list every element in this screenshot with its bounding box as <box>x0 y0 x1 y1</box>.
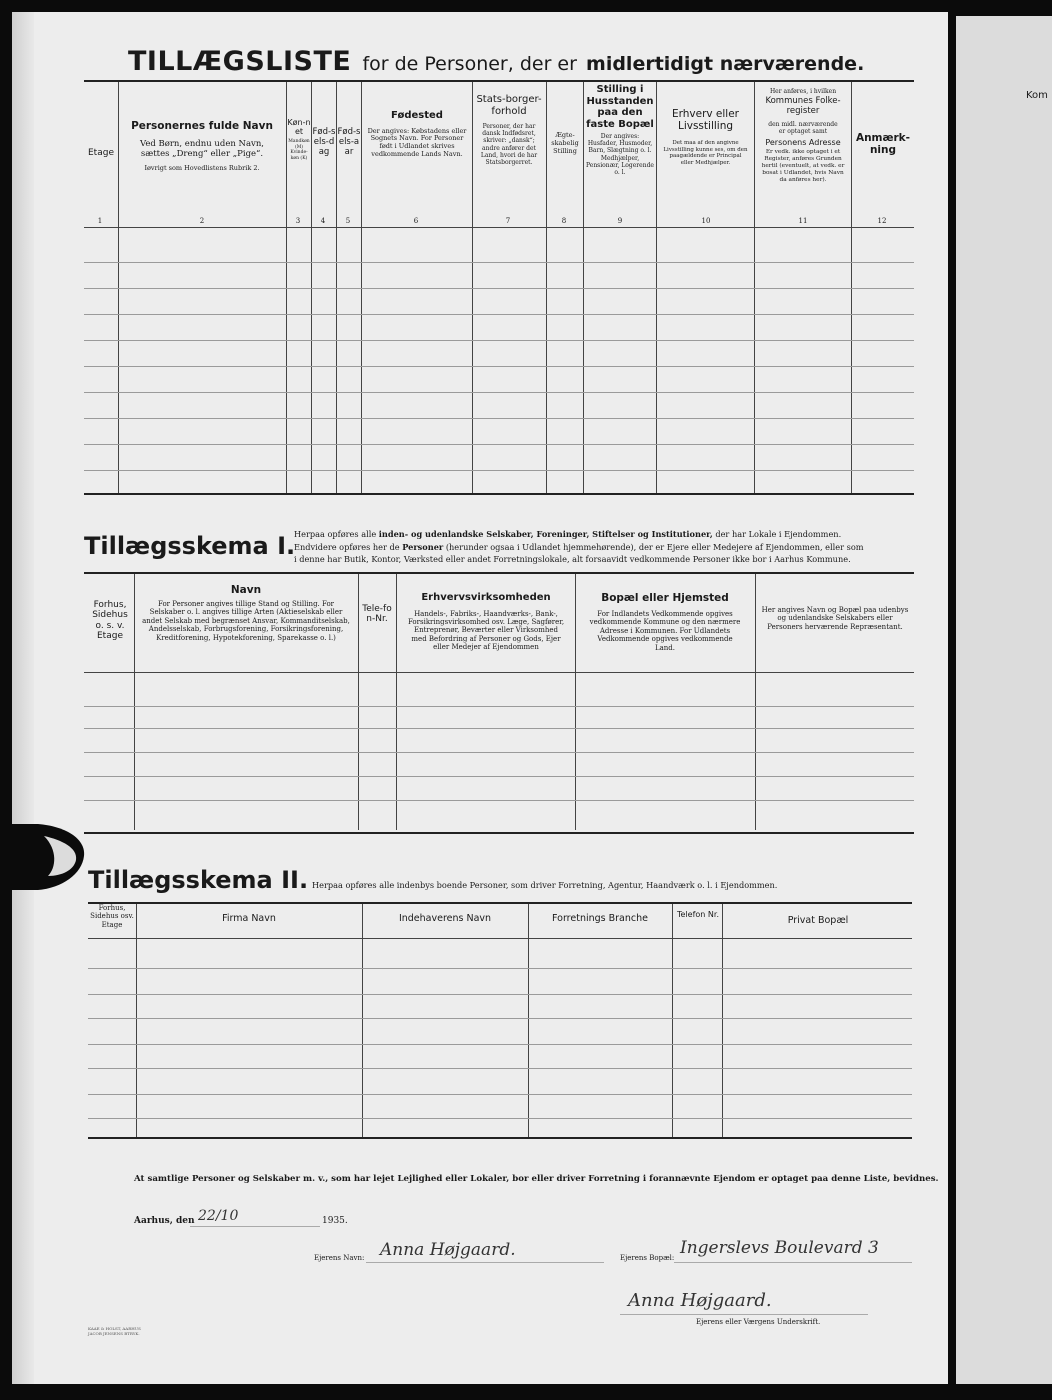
schema1-col6-note: Her angives Navn og Bopæl paa udenbys og udenlandske Selskabers eller Personers herværende Repræsentant. <box>761 606 909 631</box>
col-divider <box>396 574 397 830</box>
list-title-bold: midlertidigt nærværende. <box>586 53 865 75</box>
table-row <box>88 1068 912 1069</box>
col-divider <box>134 574 135 830</box>
list-col-7-note: Personer, der har dansk Indfødsret, skriver: „dansk“; andre anfører det Land, hvori de har Statsborgerret. <box>480 123 538 166</box>
schema1-col5-note: For Indlandets Vedkommende opgives vedkommende Kommune og den nærmere Adresse i Kommunen. For Udlandets Vedkommende opgives vedkommende Land. <box>589 610 741 652</box>
list-col-10-title: Erhverv eller Livsstilling <box>671 108 740 133</box>
table-row <box>84 262 914 263</box>
list-col-num: 11 <box>798 217 808 225</box>
schema1-col2-note: For Personer angives tillige Stand og Stilling. For Selskaber o. l. angives tillige Arten (Aktieselskab eller andet Selskab med begrænset Ansvar, Kommanditselskab, Andelsselskab, Forbrugsforening, Forsikringsforening, Kreditforening, Hypotekforening, Sparekasse o. l.) <box>142 600 350 642</box>
table-row <box>84 366 914 367</box>
list-col-num: 10 <box>701 217 711 225</box>
col-divider <box>722 904 723 1137</box>
table-row <box>84 776 914 777</box>
schema2-title: Tillægsskema II. <box>88 866 309 894</box>
year: 1935. <box>322 1216 348 1226</box>
list-col-6-header <box>363 110 471 159</box>
owner-name-handwritten: Anna Højgaard. <box>380 1240 516 1260</box>
list-col-7-header <box>473 94 545 166</box>
date-underline <box>190 1226 320 1227</box>
schema1-col4-title: Erhvervsvirksomheden <box>421 592 551 603</box>
schema2-col3: Indehaverens Navn <box>398 913 492 924</box>
table-row <box>84 418 914 419</box>
footer-statement: At samtlige Personer og Selskaber m. v., som har lejet Lejlighed eller Lokaler, bor eller driver Forretning i forannævnte Ejendom er optaget paa denne Liste, bevidnes. <box>134 1174 939 1184</box>
schema1-desc-line3: i denne har Butik, Kontor, Værksted eller andet Forretningslokale, alt forsaavidt vedkommende Personer ikke bor i Aarhus Kommune. <box>294 554 851 565</box>
col-divider <box>575 574 576 830</box>
schema1-desc-line2: Endvidere opføres her de Personer (herunder ogsaa i Udlandet hjemmehørende), der er Ejere eller Medejere af Ejendommen, eller som <box>294 541 864 552</box>
list-top-rule <box>84 80 914 82</box>
list-col-num: 7 <box>505 217 511 225</box>
list-col-3-title: Køn-net <box>287 118 311 137</box>
list-col-4-title: Fød-sels-dag <box>312 127 336 157</box>
schema2-description: Herpaa opføres alle indenbys boende Personer, som driver Forretning, Agentur, Haandværk o. l. i Ejendommen. <box>312 880 778 890</box>
table-row <box>84 800 914 801</box>
list-col-num: 1 <box>97 217 103 225</box>
owner-name-label: Ejerens Navn: <box>314 1254 365 1262</box>
owner-address-underline <box>674 1262 912 1263</box>
col-divider <box>528 904 529 1137</box>
schema2-col6: Privat Bopæl <box>787 915 849 926</box>
owner-name-underline <box>366 1262 604 1263</box>
col-divider <box>358 574 359 830</box>
list-col-11-note: Er vedk. ikke optaget i et Register, anføres Grunden hertil (eventuelt, at vedk. er bosat i Udlandet, hvis Navn da anføres her). <box>761 149 845 184</box>
list-col-2-note: Ved Børn, endnu uden Navn, sættes „Dreng“ eller „Pige“. <box>139 139 265 159</box>
table-row <box>84 392 914 393</box>
schema2-col4: Forretnings Branche <box>552 913 648 924</box>
list-col-10-note: Det maa af den angivne Livsstilling kunne ses, om den paagældende er Principal eller Medhjælper. <box>663 140 748 166</box>
table-row <box>84 340 914 341</box>
list-col-num: 6 <box>413 217 419 225</box>
list-col-6-note: Der angives: Købstadens eller Sognets Navn. For Personer født i Udlandet skrives vedkommende Lands Navn. <box>367 126 467 158</box>
adjacent-page-text: Kom <box>1026 90 1048 101</box>
table-row <box>88 1044 912 1045</box>
schema1-desc-line1: Herpaa opføres alle inden- og udenlandske Selskaber, Foreninger, Stiftelser og Institutioner, der har Lokale i Ejendommen. <box>294 529 842 539</box>
printer-imprint: KAAE & HOLST, AARHUS JACOB JENSENS BTRYK. <box>88 1326 141 1337</box>
list-col-11-title: Kommunes Folke-register <box>765 96 841 116</box>
schema1-header-bottom <box>84 672 914 673</box>
table-row <box>88 994 912 995</box>
list-col-2-header <box>120 120 284 172</box>
schema1-top-rule <box>84 572 914 574</box>
schema2-header-bottom <box>88 938 912 939</box>
table-row <box>84 288 914 289</box>
list-title-main: TILLÆGSLISTE <box>128 46 352 77</box>
schema2-col1: Forhus, Sidehus osv. Etage <box>90 904 134 929</box>
list-col-8-note: Ægte-skabelig Stilling <box>551 131 579 155</box>
signature-underline <box>620 1314 868 1315</box>
table-row <box>84 314 914 315</box>
list-col-9-title: Stilling i Husstanden paa den faste Bopæl <box>586 84 654 130</box>
list-col-num: 12 <box>877 217 887 225</box>
adjacent-page <box>956 16 1052 1384</box>
list-col-num: 9 <box>617 217 623 225</box>
owner-address-handwritten: Ingerslevs Boulevard 3 <box>680 1238 879 1258</box>
schema1-col5-title: Bopæl eller Hjemsted <box>601 592 729 604</box>
city-label: Aarhus, den <box>134 1216 195 1226</box>
list-col-num: 2 <box>199 217 205 225</box>
table-row <box>88 968 912 969</box>
list-col-11-title2: Personens Adresse <box>765 138 841 148</box>
list-bottom-rule <box>84 493 914 495</box>
list-col-2-title: Personernes fulde Navn <box>131 120 273 132</box>
schema1-col4-note: Handels-, Fabriks-, Haandværks-, Bank-, Forsikringsvirksomhed osv. Læge, Sagfører, Entreprenør, Beværter eller Virksomhed med Befordring af Personer og Gods, Ejer eller Medejer af Ejendommen <box>407 609 565 652</box>
schema2-top-rule <box>88 902 912 904</box>
list-title-rest: for de Personer, der er <box>362 53 577 75</box>
schema2-col2: Firma Navn <box>222 913 276 924</box>
table-row <box>84 752 914 753</box>
thumb-silhouette <box>0 824 90 890</box>
col-divider <box>362 904 363 1137</box>
list-col-11-pre: Her anføres, i hvilken <box>769 88 837 95</box>
list-col-num: 3 <box>295 217 301 225</box>
list-col-num: 5 <box>345 217 351 225</box>
schema1-col2-header <box>136 584 356 642</box>
schema1-title: Tillægsskema I. <box>84 532 296 560</box>
list-col-1-title: Etage <box>88 148 114 158</box>
table-row <box>84 706 914 707</box>
list-col-11-header <box>755 88 851 184</box>
schema1-col2-title: Navn <box>230 584 262 596</box>
list-col-9-header <box>584 84 656 176</box>
signature-label: Ejerens eller Værgens Underskrift. <box>696 1318 821 1326</box>
list-col-12-title: Anmærk-ning <box>855 132 911 157</box>
list-col-9-note: Der angives: Husfader, Husmoder, Barn, Slægtning o. l. Medhjælper, Pensionær, Logerende o. l. <box>586 133 654 176</box>
list-col-7-title: Stats-borger-forhold <box>476 94 542 117</box>
list-col-3-note: Mandkøn (M) Kvinde-køn (K) <box>288 139 310 161</box>
table-row <box>88 1118 912 1119</box>
table-row <box>84 444 914 445</box>
list-col-2-note2: Iøvrigt som Hovedlistens Rubrik 2. <box>144 163 260 172</box>
list-col-3-header <box>287 118 311 161</box>
schema1-col4-header <box>398 592 574 651</box>
list-col-11-note-a: den midl. nærværende er optaget samt <box>768 120 838 135</box>
date-handwritten: 22/10 <box>198 1208 239 1224</box>
schema1-bottom-rule <box>84 832 914 834</box>
date-line <box>134 1216 195 1226</box>
owner-address-label: Ejerens Bopæl: <box>620 1254 675 1262</box>
schema1-col3: Tele-fon-Nr. <box>362 604 392 625</box>
list-header-bottom <box>84 227 914 228</box>
schema1-col5-header <box>577 592 753 652</box>
col-divider <box>755 574 756 830</box>
table-row <box>84 728 914 729</box>
binding-gutter <box>12 12 34 1384</box>
list-col-10-header <box>657 108 754 167</box>
schema2-col5: Telefon Nr. <box>677 910 719 919</box>
schema1-description <box>294 528 916 566</box>
table-row <box>88 1094 912 1095</box>
list-title <box>128 46 918 77</box>
col-divider <box>136 904 137 1137</box>
list-col-num: 4 <box>320 217 326 225</box>
table-row <box>84 470 914 471</box>
schema1-col1: Forhus, Sidehus o. s. v. Etage <box>92 600 128 642</box>
col-divider <box>672 904 673 1137</box>
schema2-bottom-rule <box>88 1137 912 1139</box>
list-col-5-title: Fød-sels-aar <box>337 127 361 157</box>
signature-handwritten: Anna Højgaard. <box>628 1290 772 1311</box>
list-col-num: 8 <box>561 217 567 225</box>
table-row <box>88 1018 912 1019</box>
list-col-6-title: Fødested <box>391 110 443 121</box>
